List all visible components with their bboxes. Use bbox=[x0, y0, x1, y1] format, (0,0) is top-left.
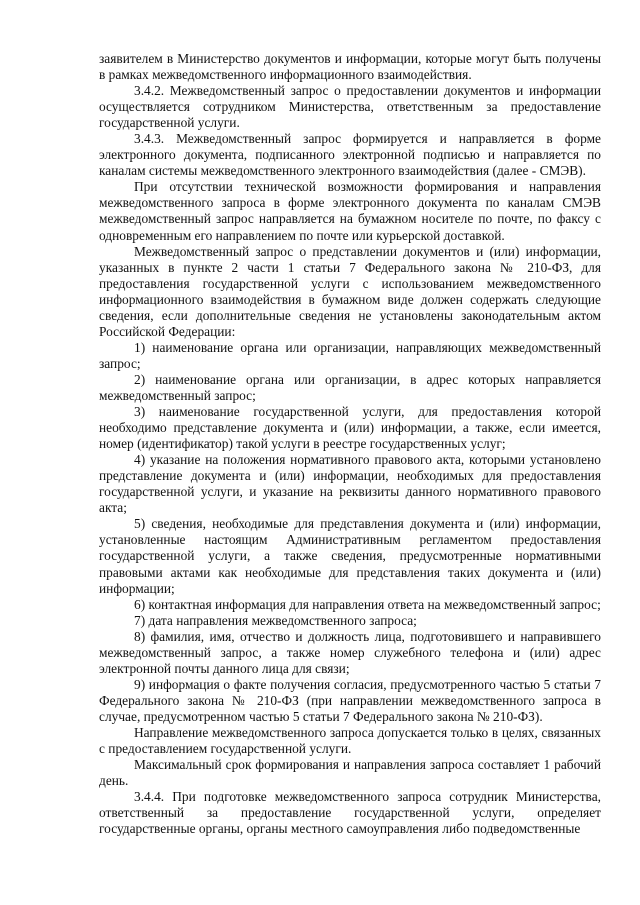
paragraph-3-4-2: 3.4.2. Межведомственный запрос о предоставлении документов и информации осуществляется сотрудником Министерства, ответственным за предоставление государственной услуги. bbox=[99, 83, 601, 131]
list-item-7: 7) дата направления межведомственного запроса; bbox=[134, 612, 417, 628]
paragraph-3-4-3: 3.4.3. Межведомственный запрос формируется и направляется в форме электронного документа, подписанного электронной подписью и направляется по каналам системы межведомственного электронного взаимодействия (далее - СМЭВ). bbox=[99, 131, 601, 179]
paragraph-3-4-4: 3.4.4. При подготовке межведомственного запроса сотрудник Министерства, ответственный за предоставление государственной услуги, определяет государственные органы, органы местного самоуправления либо подведомственные bbox=[99, 789, 601, 837]
list-item-6: 6) контактная информация для направления ответа на межведомственный запрос; bbox=[134, 596, 601, 612]
paragraph-request-purpose: Направление межведомственного запроса допускается только в целях, связанных с предоставлением государственной услуги. bbox=[99, 724, 601, 757]
list-item-9: 9) информация о факте получения согласия, предусмотренного частью 5 статьи 7 Федерального закона № 210-ФЗ (при направлении межведомственного запроса в случае, предусмотренном частью 5 статьи 7 Федерального закона № 210-ФЗ). bbox=[99, 676, 601, 724]
list-item-3: 3) наименование государственной услуги, для предоставления которой необходимо представление документа и (или) информации, а также, если имеется, номер (идентификатор) такой услуги в реестре государственных услуг; bbox=[99, 404, 601, 452]
list-item-5: 5) сведения, необходимые для представления документа и (или) информации, установленные настоящим Административным регламентом предоставления государственной услуги, а также сведения, предусмотренные нормативными правовыми актами как необходимые для представления таких документа и (или) информации; bbox=[99, 516, 601, 596]
list-item-2: 2) наименование органа или организации, в адрес которых направляется межведомственный запрос; bbox=[99, 371, 601, 403]
paragraph-no-tech-possibility: При отсутствии технической возможности формирования и направления межведомственного запроса в форме электронного документа по каналам СМЭВ межведомственный запрос направляется на бумажном носителе по почте, по факсу с одновременным его направлением по почте или курьерской доставкой. bbox=[99, 179, 601, 243]
paragraph-continuation: заявителем в Министерство документов и информации, которые могут быть получены в рамках межведомственного информационного взаимодействия. bbox=[99, 51, 601, 83]
list-item-4: 4) указание на положения нормативного правового акта, которыми установлено представление документа и (или) информации, необходимых для предоставления государственной услуги, и указание на реквизиты данного нормативного правового акта; bbox=[99, 452, 601, 516]
paragraph-max-term: Максимальный срок формирования и направления запроса составляет 1 рабочий день. bbox=[99, 757, 601, 789]
paragraph-request-contents: Межведомственный запрос о представлении документов и (или) информации, указанных в пункте 2 части 1 статьи 7 Федерального закона № 210-ФЗ, для предоставления государственной услуги с использованием межведомственного информационного взаимодействия в бумажном виде должен содержать следующие сведения, если дополнительные сведения не установлены законодательным актом Российской Федерации: bbox=[99, 243, 601, 339]
list-item-1: 1) наименование органа или организации, направляющих межведомственный запрос; bbox=[99, 339, 601, 371]
list-item-8: 8) фамилия, имя, отчество и должность лица, подготовившего и направившего межведомственный запрос, а также номер служебного телефона и (или) адрес электронной почты данного лица для связи; bbox=[99, 628, 601, 676]
document-page bbox=[99, 51, 601, 837]
